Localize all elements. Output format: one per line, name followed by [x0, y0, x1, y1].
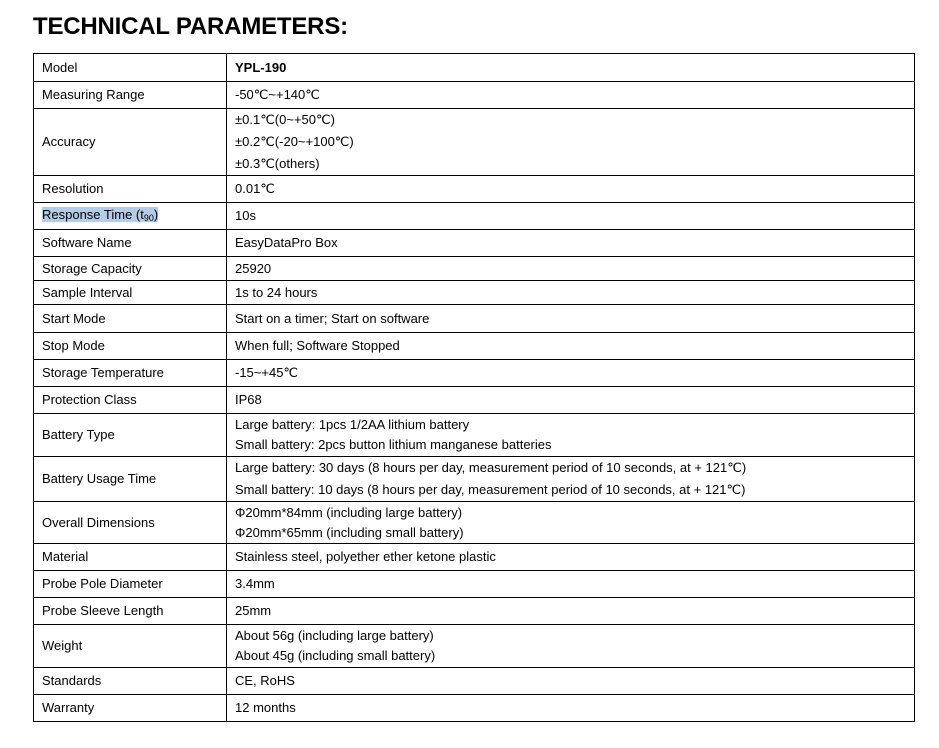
row-value [227, 82, 915, 109]
row-value [227, 544, 915, 571]
row-value-line: About 45g (including small battery) [235, 648, 436, 663]
table-row [34, 257, 915, 281]
row-value [227, 625, 915, 668]
row-value [227, 333, 915, 360]
table-row [34, 54, 915, 82]
row-value-line: 10s [235, 208, 256, 223]
table-row [34, 457, 915, 502]
row-value-line: CE, RoHS [235, 673, 295, 688]
row-value [227, 360, 915, 387]
row-value-line: Φ20mm*65mm (including small battery) [235, 524, 464, 540]
table-row [34, 360, 915, 387]
row-label: Start Mode [34, 305, 227, 333]
row-value [227, 109, 915, 176]
row-value-line: 25920 [235, 260, 272, 276]
row-label: Battery Usage Time [34, 457, 227, 502]
table-row [34, 333, 915, 360]
row-value-line: Large battery: 30 days (8 hours per day, measurement period of 10 seconds, at + 121℃) [235, 460, 747, 475]
row-label: Storage Capacity [34, 257, 227, 281]
row-value-line: YPL-190 [235, 59, 287, 75]
row-value [227, 305, 915, 333]
row-label: Sample Interval [34, 281, 227, 305]
row-value-line: 0.01℃ [235, 181, 275, 196]
row-label: Accuracy [34, 109, 227, 176]
row-value-line: About 56g (including large battery) [235, 628, 434, 643]
row-label: Resolution [34, 176, 227, 203]
row-label: Measuring Range [34, 82, 227, 109]
table-row [34, 387, 915, 414]
text-selection-highlight[interactable] [42, 207, 158, 222]
row-value-line: ±0.3℃(others) [235, 156, 320, 171]
row-label-subscript: 90 [143, 212, 154, 223]
row-label: Probe Sleeve Length [34, 598, 227, 625]
row-value [227, 571, 915, 598]
row-value-line: -15~+45℃ [235, 365, 299, 380]
table-row [34, 695, 915, 722]
table-row [34, 502, 915, 544]
row-value [227, 230, 915, 257]
table-row [34, 598, 915, 625]
table-row [34, 176, 915, 203]
row-value-line: -50℃~+140℃ [235, 87, 320, 102]
table-row [34, 571, 915, 598]
table-row [34, 230, 915, 257]
row-value [227, 668, 915, 695]
row-value-line: 12 months [235, 700, 296, 715]
row-label: Model [34, 54, 227, 82]
row-value [227, 203, 915, 230]
row-label: Probe Pole Diameter [34, 571, 227, 598]
table-row [34, 668, 915, 695]
row-value-line: EasyDataPro Box [235, 235, 338, 250]
row-label: Software Name [34, 230, 227, 257]
row-label-end: ) [153, 206, 159, 222]
row-value [227, 695, 915, 722]
row-label: Overall Dimensions [34, 502, 227, 544]
row-value-line: Small battery: 2pcs button lithium manganese batteries [235, 437, 552, 452]
row-value-line: Small battery: 10 days (8 hours per day, measurement period of 10 seconds, at + 121℃) [235, 482, 746, 497]
row-value [227, 257, 915, 281]
row-value-line: Stainless steel, polyether ether ketone plastic [235, 549, 496, 564]
row-label: Stop Mode [34, 333, 227, 360]
row-label-text: Response Time (t [42, 206, 144, 222]
table-row [34, 109, 915, 176]
row-value [227, 502, 915, 544]
row-value [227, 387, 915, 414]
row-value-line: ±0.2℃(-20~+100℃) [235, 134, 354, 149]
row-label: Material [34, 544, 227, 571]
row-value-line: Start on a timer; Start on software [235, 310, 430, 326]
table-row [34, 203, 915, 230]
table-row [34, 544, 915, 571]
table-row [34, 625, 915, 668]
row-value [227, 176, 915, 203]
row-label [34, 203, 227, 230]
row-value-line: IP68 [235, 392, 262, 407]
page-title: TECHNICAL PARAMETERS: [33, 13, 348, 40]
row-label: Weight [34, 625, 227, 668]
row-value-line: 25mm [235, 603, 272, 618]
row-value-line: ±0.1℃(0~+50℃) [235, 112, 335, 127]
row-label: Protection Class [34, 387, 227, 414]
row-value [227, 281, 915, 305]
table-row [34, 281, 915, 305]
row-value [227, 598, 915, 625]
table-row [34, 82, 915, 109]
table-row [34, 305, 915, 333]
row-label: Battery Type [34, 414, 227, 457]
row-value [227, 54, 915, 82]
row-value-line: Large battery: 1pcs 1/2AA lithium battery [235, 417, 470, 432]
row-label: Standards [34, 668, 227, 695]
row-value-line: Φ20mm*84mm (including large battery) [235, 504, 463, 520]
row-value [227, 414, 915, 457]
row-value-line: 1s to 24 hours [235, 284, 318, 300]
table-row [34, 414, 915, 457]
spec-table [33, 53, 915, 722]
row-value [227, 457, 915, 502]
row-label: Warranty [34, 695, 227, 722]
row-value-line: When full; Software Stopped [235, 338, 400, 353]
row-label: Storage Temperature [34, 360, 227, 387]
row-value-line: 3.4mm [235, 576, 275, 591]
